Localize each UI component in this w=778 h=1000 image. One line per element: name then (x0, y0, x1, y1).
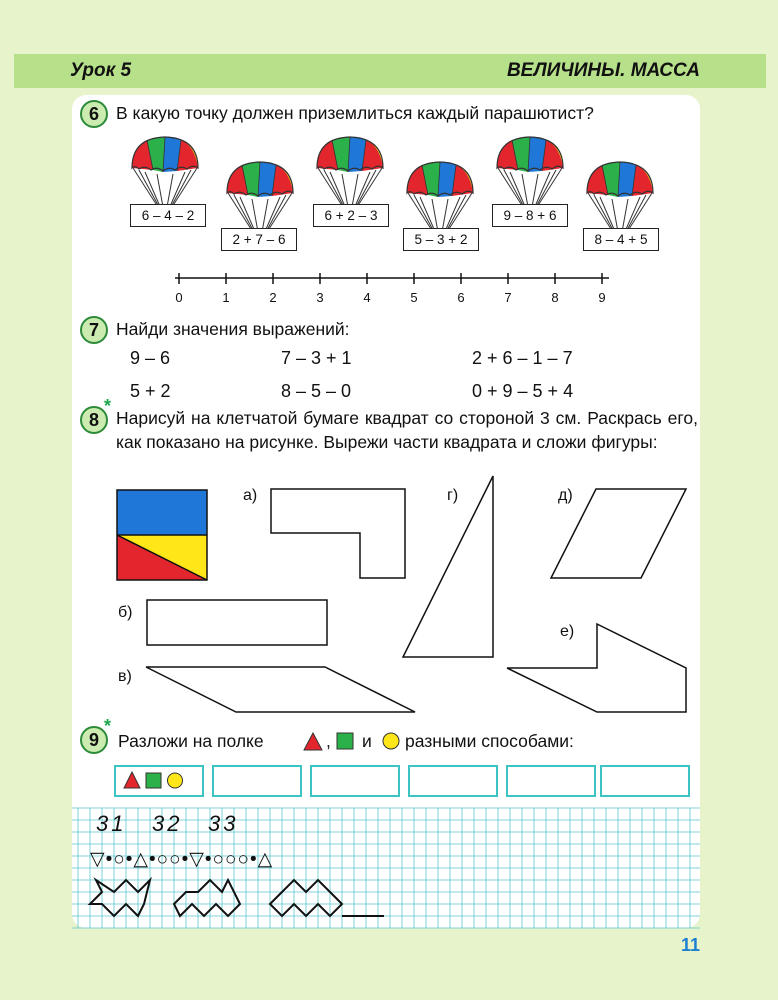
tick-label-9: 9 (598, 290, 606, 305)
tick-label-4: 4 (363, 290, 371, 305)
tick-label-0: 0 (175, 290, 183, 305)
shelf-sample-shapes (116, 767, 202, 795)
colored-square (117, 490, 207, 580)
task-7-prompt: Найди значения выражений: (116, 319, 350, 339)
expression-card-6: 8 – 4 + 5 (583, 228, 659, 251)
shelf-slot-5[interactable] (506, 765, 596, 797)
label-a: а) (243, 487, 258, 504)
task-7-expression-3: 2 + 6 – 1 – 7 (472, 348, 573, 368)
expression-card-1: 6 – 4 – 2 (130, 204, 206, 227)
task-9-comma: , (326, 731, 331, 751)
shape-a (271, 489, 405, 578)
shape-sequence: ▽•○•△•○○•▽•○○○•△ (90, 849, 274, 870)
task-8-star: * (104, 396, 112, 416)
shape-b (147, 600, 327, 645)
label-g: г) (447, 487, 459, 504)
square-icon (337, 733, 353, 749)
tick-label-6: 6 (457, 290, 465, 305)
expression-card-4: 5 – 3 + 2 (403, 228, 479, 251)
task-9-conj: и (362, 731, 372, 751)
task-7-expression-1: 9 – 6 (130, 348, 171, 368)
tick-label-1: 1 (222, 290, 230, 305)
shelf-slot-4[interactable] (408, 765, 498, 797)
task-7-expression-6: 0 + 9 – 5 + 4 (472, 381, 574, 401)
shelf-slot-3[interactable] (310, 765, 400, 797)
task-7-expression-2: 7 – 3 + 1 (281, 348, 352, 368)
expression-card-3: 6 + 2 – 3 (313, 204, 389, 227)
task-8-number: 8 (80, 406, 108, 434)
number-line (175, 273, 609, 284)
task-9-star: * (104, 716, 112, 736)
digit-32: 32 (152, 811, 183, 836)
task-6-number: 6 (80, 100, 108, 128)
shelf-slot-2[interactable] (212, 765, 302, 797)
digit-31: 31 (96, 811, 127, 836)
tick-label-7: 7 (504, 290, 512, 305)
task-7-expression-5: 8 – 5 – 0 (281, 381, 352, 401)
task-8-text: Нарисуй на клетчатой бумаге квадрат со стороной 3 см. Раскрась его, как показано на рисунке. Вырежи части квадрата и сложи фигуры: (116, 408, 698, 452)
task-9-text-after: разными способами: (405, 731, 574, 751)
shape-v (146, 667, 415, 712)
shelf-slot-6[interactable] (600, 765, 690, 797)
circle-icon (383, 733, 399, 749)
zigzag-pattern (90, 880, 384, 916)
shape-e (507, 624, 686, 712)
task-9-text-before: Разложи на полке (118, 731, 264, 751)
task-6-question: В какую точку должен приземлиться каждый парашютист? (116, 103, 594, 123)
lesson-topic: ВЕЛИЧИНЫ. МАССА (506, 60, 700, 81)
tick-label-5: 5 (410, 290, 418, 305)
digit-33: 33 (208, 811, 239, 836)
tick-label-2: 2 (269, 290, 277, 305)
shelf-slot-1 (114, 765, 204, 797)
task-7-number: 7 (80, 316, 108, 344)
expression-card-2: 2 + 7 – 6 (221, 228, 297, 251)
label-v: в) (118, 668, 132, 685)
task-7-expression-4: 5 + 2 (130, 381, 171, 401)
lesson-label: Урок 5 (70, 60, 132, 81)
label-b: б) (118, 604, 133, 621)
triangle-icon (304, 733, 322, 750)
page-number: 11 (681, 935, 701, 955)
label-e: е) (560, 623, 575, 640)
expression-card-5: 9 – 8 + 6 (492, 204, 568, 227)
label-d: д) (558, 487, 573, 504)
tick-label-8: 8 (551, 290, 559, 305)
task-9-number: 9 (80, 726, 108, 754)
tick-label-3: 3 (316, 290, 324, 305)
